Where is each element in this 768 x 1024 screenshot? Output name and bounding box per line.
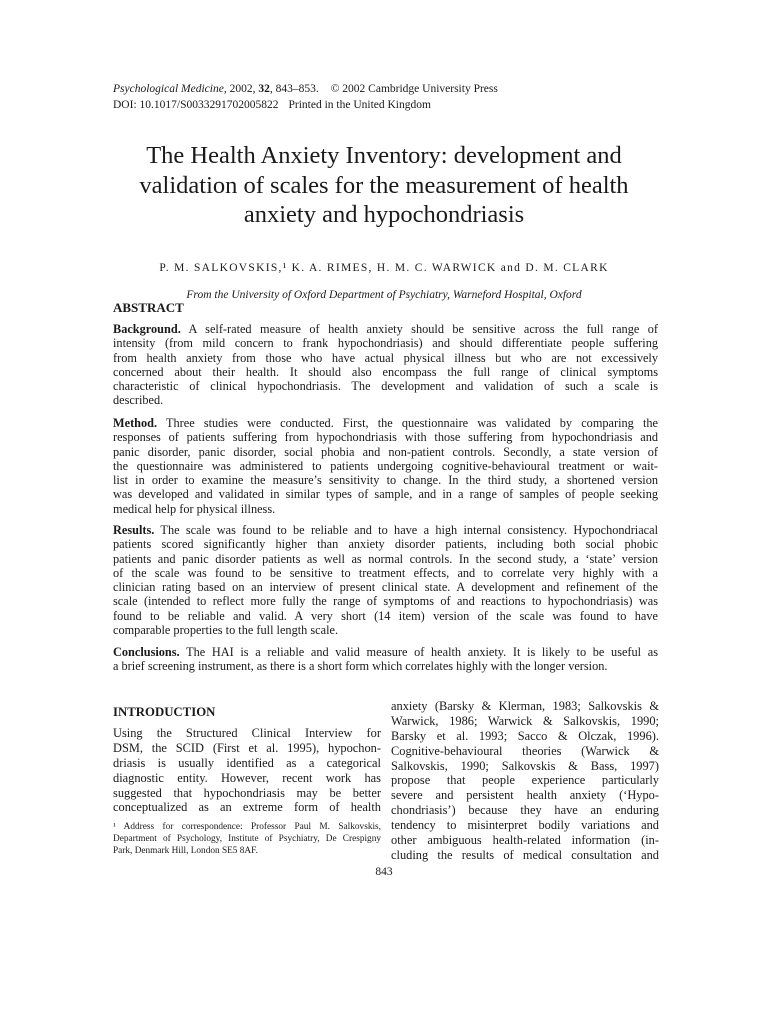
paragraph-label: Background. (113, 322, 181, 336)
abstract-line (113, 322, 658, 336)
abstract-line: responses of patients suffering from hypochondriasis with those suffering from hypochondriasis and (113, 430, 658, 445)
doi-line (113, 97, 431, 113)
text-line: conceptualized as an extreme form of health (113, 800, 381, 815)
abstract-results (113, 523, 658, 637)
year: , 2002, (223, 83, 259, 95)
abstract-line: the questionnaire was administered to patients undergoing cognitive-behavioural treatment or wait- (113, 458, 658, 473)
text-line: Barsky et al. 1993; Sacco & Olczak, 1996). (391, 728, 659, 743)
text-line: Using the Structured Clinical Interview for (113, 726, 381, 740)
abstract-line: from health anxiety from those who have actual physical illness but who are not excessively (113, 350, 658, 365)
line-text: The scale was found to be reliable and to have a high internal consistency. Hypochondriacal (154, 523, 658, 537)
abstract-line: scale (intended to reflect more fully the range of symptoms of and reactions to hypochondriasis) was (113, 594, 658, 609)
abstract-line (113, 416, 658, 430)
abstract-line: found to be reliable and valid. A very short (14 item) version of the scale was found to have (113, 608, 658, 623)
abstract-line: a brief screening instrument, as there is a short form which correlates highly with the longer version. (113, 659, 608, 674)
title-line: The Health Anxiety Inventory: development and (146, 142, 622, 169)
paper-title (100, 141, 668, 230)
text-line: Park, Denmark Hill, London SE5 8AF. (113, 846, 258, 856)
text-line: propose that people experience particularly (391, 773, 659, 788)
intro-right-column (391, 699, 659, 863)
printed-in: Printed in the United Kingdom (288, 99, 431, 111)
abstract-line: comparable properties to the full length scale. (113, 623, 339, 638)
text-line: ¹ Address for correspondence: Professor Paul M. Salkovskis, (113, 822, 381, 832)
paragraph-label: Results. (113, 523, 155, 537)
line-text: A self-rated measure of health anxiety should be sensitive across the full range of (180, 322, 658, 336)
page-number: 843 (375, 866, 393, 878)
abstract-line (113, 523, 658, 537)
text-line: other ambiguous health-related information (in- (391, 833, 659, 848)
text-line: tendency to misinterpret bodily variations and (391, 818, 659, 833)
journal-citation (113, 81, 498, 97)
abstract-line: patients scored significantly higher than anxiety disorder patients, including both social phobic (113, 537, 658, 552)
abstract-conclusions (113, 645, 658, 674)
text-line: driasis is usually identified as a categorical (113, 755, 381, 770)
introduction-heading: INTRODUCTION (113, 705, 216, 719)
text-line: chondriasis’) because they have an enduring (391, 803, 659, 818)
abstract-heading: ABSTRACT (113, 300, 184, 315)
authors: P. M. SALKOVSKIS,¹ K. A. RIMES, H. M. C. WARWICK and D. M. CLARK (159, 262, 609, 274)
affiliation: From the University of Oxford Department of Psychiatry, Warneford Hospital, Oxford (186, 289, 582, 301)
text-line: anxiety (Barsky & Klerman, 1983; Salkovskis & (391, 699, 659, 713)
text-line: suggested that hypochondriasis may be better (113, 785, 381, 800)
copyright: © 2002 Cambridge University Press (330, 83, 498, 95)
line-text: The HAI is a reliable and valid measure of health anxiety. It is likely to be useful as (179, 645, 658, 659)
paragraph-label: Method. (113, 416, 158, 430)
footnote (113, 821, 381, 857)
title-line: anxiety and hypochondriasis (243, 201, 525, 228)
title-line: validation of scales for the measurement of health (139, 171, 629, 199)
journal-name: Psychological Medicine (113, 83, 224, 95)
intro-left-column (113, 726, 381, 815)
text-line: Cognitive-behavioural theories (Warwick & (391, 743, 659, 758)
line-text: Three studies were conducted. First, the questionnaire was validated by comparing the (157, 416, 658, 430)
abstract-line: was developed and validated in similar types of sample, and in a range of samples of people seeking (113, 487, 658, 502)
abstract-line: of the scale was found to be sensitive to treatment effects, and to correlate very highly with a (113, 565, 658, 580)
abstract-line: panic disorder, panic disorder, social phobia and non-patient controls. Secondly, a state version of (113, 444, 658, 459)
abstract-line (113, 645, 658, 659)
abstract-line: characteristic of clinical hypochondriasis. The development and validation of such a scale is (113, 379, 658, 394)
abstract-method (113, 416, 658, 516)
text-line: cluding the results of medical consultation and (391, 847, 659, 862)
abstract-line: concerned about their health. It should also encompass the full range of clinical symptoms (113, 364, 658, 379)
text-line: Salkovskis, 1990; Salkovskis & Bass, 1997) (391, 758, 659, 773)
abstract-line: described. (113, 393, 164, 408)
abstract-line: list in order to examine the measure’s sensitivity to change. In the third study, a shortened version (113, 473, 658, 488)
abstract-line: patients and panic disorder patients as well as normal controls. In the second study, a ‘state’ version (113, 551, 658, 566)
paragraph-label: Conclusions. (113, 645, 180, 659)
text-line: DSM, the SCID (First et al. 1995), hypochon- (113, 740, 381, 755)
text-line: severe and persistent health anxiety (‘Hypo- (391, 788, 659, 803)
abstract-background (113, 322, 658, 408)
doi: DOI: 10.1017/S0033291702005822 (113, 99, 279, 111)
volume: 32 (258, 83, 270, 95)
abstract-line: clinician rating based on an interview of present clinical state. A development and refinement of the (113, 580, 658, 595)
abstract-line: intensity (from mild concern to frank hypochondriasis) and should differentiate people suffering (113, 336, 658, 351)
pages: , 843–853. (269, 83, 319, 95)
text-line: diagnostic entity. However, recent work has (113, 770, 381, 785)
text-line: Warwick, 1986; Warwick & Salkovskis, 1990; (391, 713, 659, 728)
abstract-line: medical help for physical illness. (113, 501, 276, 516)
text-line: Department of Psychology, Institute of Psychiatry, De Crespigny (113, 834, 381, 844)
